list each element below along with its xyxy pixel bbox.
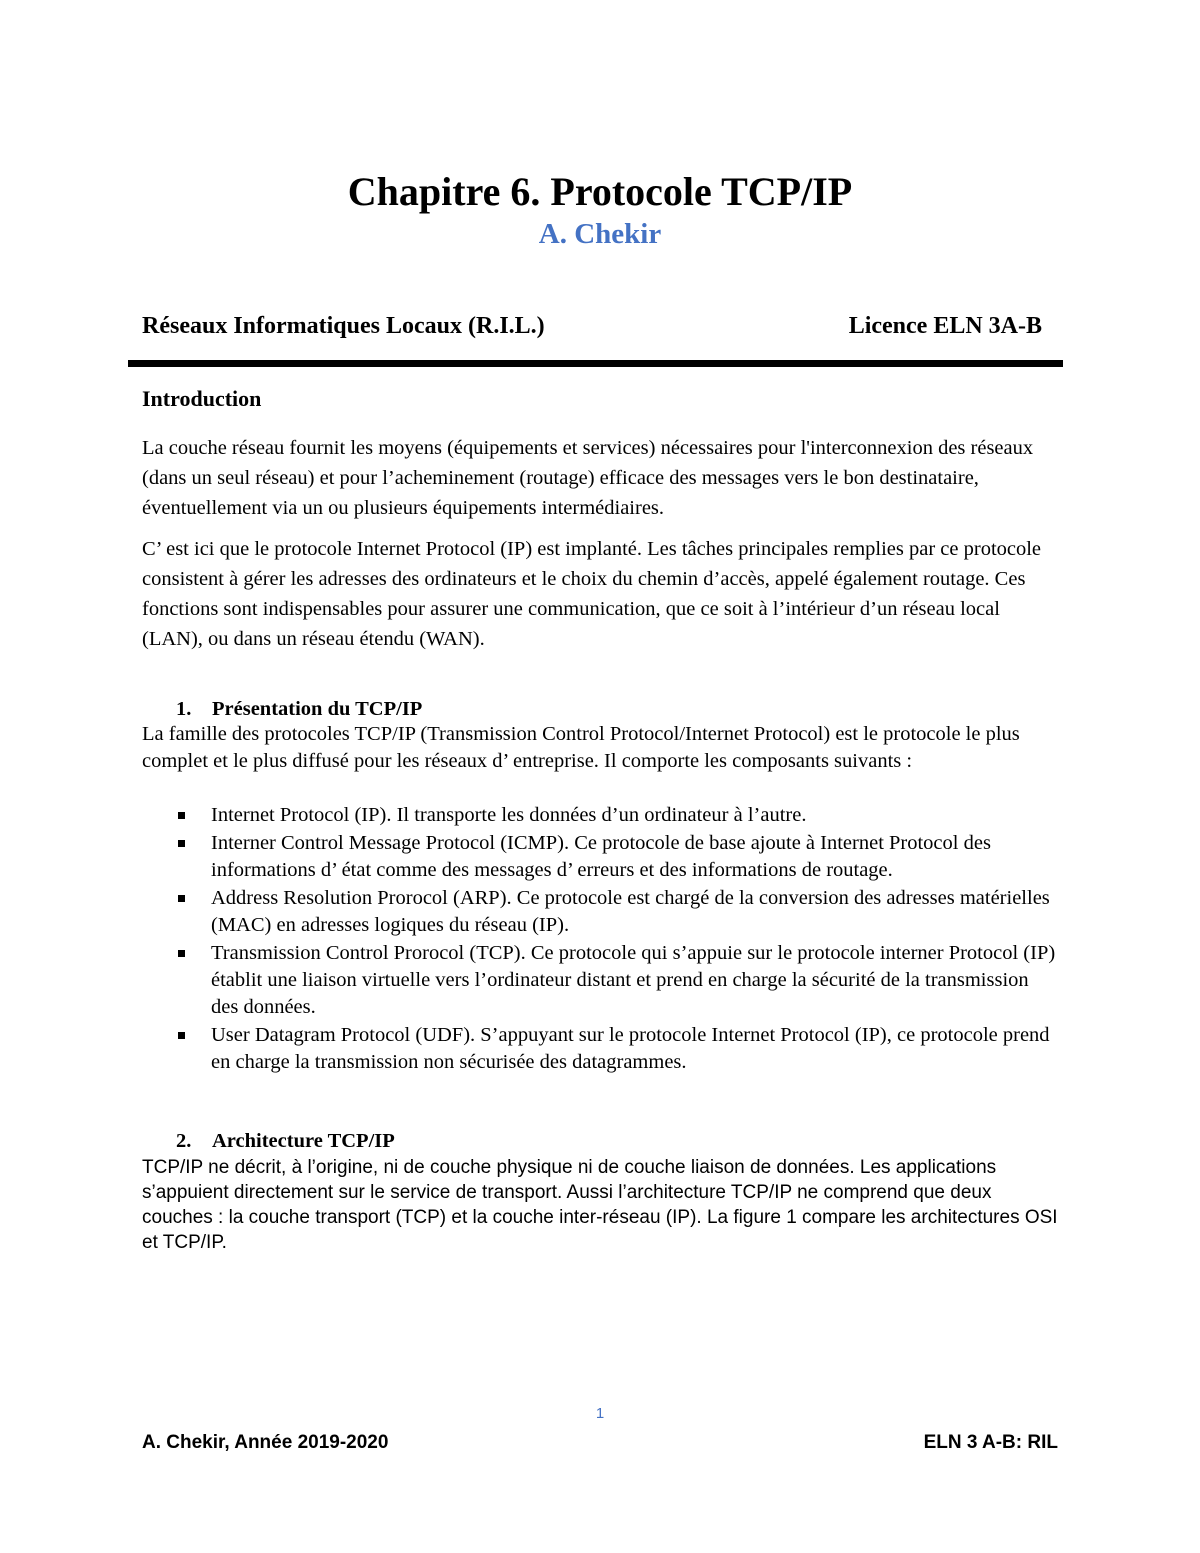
footer-course-code: ELN 3 A-B: RIL xyxy=(923,1432,1058,1453)
bullet-square-icon xyxy=(178,840,185,847)
list-item-text: Address Resolution Prorocol (ARP). Ce protocole est chargé de la conversion des adresses matérielles (MAC) en adresses logiques du réseau (IP). xyxy=(211,887,1050,936)
list-item-text: User Datagram Protocol (UDF). S’appuyant sur le protocole Internet Protocol (IP), ce protocole prend en charge la transmission non sécurisée des datagrammes. xyxy=(211,1024,1050,1073)
list-item xyxy=(142,802,1060,829)
protocol-list xyxy=(142,802,1060,1077)
list-item xyxy=(142,830,1060,884)
bullet-square-icon xyxy=(178,812,185,819)
document-title: Chapitre 6. Protocole TCP/IP xyxy=(347,169,853,214)
section-1-title: Présentation du TCP/IP xyxy=(212,698,423,720)
course-name: Réseaux Informatiques Locaux (R.I.L.) xyxy=(142,313,545,339)
intro-paragraph-1: La couche réseau fournit les moyens (équipements et services) nécessaires pour l'interconnexion des réseaux (dans un seul réseau) et pour l’acheminement (routage) efficace des messages vers le bon destinataire, éventuellement via un ou plusieurs équipements intermédiaires. xyxy=(142,437,1034,519)
list-item-text: Transmission Control Prorocol (TCP). Ce protocole qui s’appuie sur le protocole interner Protocol (IP) établit une liaison virtuelle vers l’ordinateur distant et prend en charge la sécurité de la transmission des données. xyxy=(211,942,1056,1018)
intro-paragraph-2: C’ est ici que le protocole Internet Protocol (IP) est implanté. Les tâches principales remplies par ce protocole consistent à gérer les adresses des ordinateurs et le choix du chemin d’accès, appelé également routage. Ces fonctions sont indispensables pour assurer une communication, que ce soit à l’intérieur d’un réseau local (LAN), ou dans un réseau étendu (WAN). xyxy=(142,538,1042,650)
section-1-paragraph: La famille des protocoles TCP/IP (Transmission Control Protocol/Internet Protocol) est le protocole le plus complet et le plus diffusé pour les réseaux d’ entreprise. Il comporte les composants suivants : xyxy=(142,723,1020,772)
section-1-number: 1. xyxy=(176,698,192,720)
bullet-square-icon xyxy=(178,895,185,902)
bullet-square-icon xyxy=(178,950,185,957)
list-item-text: Internet Protocol (IP). Il transporte les données d’un ordinateur à l’autre. xyxy=(211,804,807,826)
intro-heading: Introduction xyxy=(142,386,262,411)
list-item xyxy=(142,1022,1060,1076)
section-2-number: 2. xyxy=(176,1130,192,1152)
list-item xyxy=(142,940,1060,1021)
list-item-text: Interner Control Message Protocol (ICMP). Ce protocole de base ajoute à Internet Protocol des informations d’ état comme des messages d’ erreurs et des informations de routage. xyxy=(211,832,991,881)
section-2-paragraph: TCP/IP ne décrit, à l’origine, ni de couche physique ni de couche liaison de données. Les applications s’appuient directement sur le service de transport. Aussi l’architecture TCP/IP ne comprend que deux couches : la couche transport (TCP) et la couche inter-réseau (IP). La figure 1 compare les architectures OSI et TCP/IP. xyxy=(142,1157,1058,1253)
header-divider-thick xyxy=(128,362,1063,367)
footer-author-year: A. Chekir, Année 2019-2020 xyxy=(142,1432,389,1453)
section-1-heading xyxy=(176,695,422,723)
bullet-square-icon xyxy=(178,1032,185,1039)
course-level: Licence ELN 3A-B xyxy=(848,313,1042,339)
list-item xyxy=(142,885,1060,939)
section-2-heading xyxy=(176,1127,395,1155)
page-number: 1 xyxy=(595,1405,605,1422)
section-2-title: Architecture TCP/IP xyxy=(212,1130,395,1152)
author-name: A. Chekir xyxy=(538,218,662,250)
course-info-row xyxy=(142,309,1042,343)
